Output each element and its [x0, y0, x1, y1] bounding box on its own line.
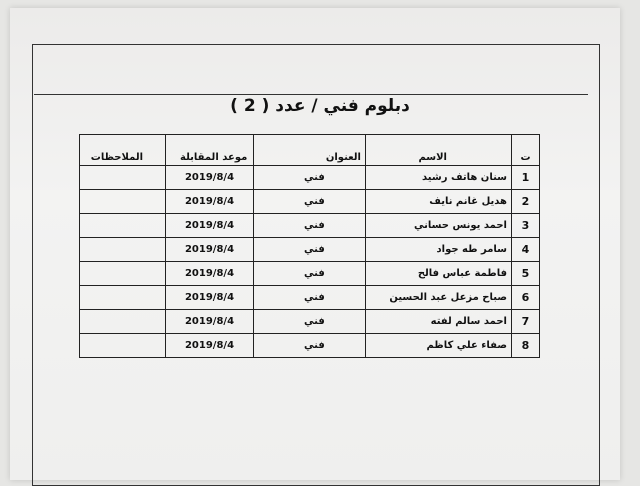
page-title: دبلوم فني / عدد ( 2 ): [230, 96, 410, 116]
header-address: العنوان: [254, 135, 366, 166]
row-notes: [80, 334, 166, 358]
row-name: احمد يونس حساني: [366, 214, 512, 238]
table-row: [80, 238, 540, 262]
table-row: [80, 166, 540, 190]
row-num: 7: [512, 310, 540, 334]
candidates-table: [79, 134, 540, 358]
row-address: فني: [254, 238, 366, 262]
table-row: [80, 286, 540, 310]
row-name: هديل غانم نايف: [366, 190, 512, 214]
row-num: 6: [512, 286, 540, 310]
header-rule: [34, 94, 588, 95]
row-date: 2019/8/4: [166, 214, 254, 238]
row-date: 2019/8/4: [166, 238, 254, 262]
row-name: سامر طه جواد: [366, 238, 512, 262]
row-num: 2: [512, 190, 540, 214]
row-num: 1: [512, 166, 540, 190]
row-name: فاطمة عباس فالح: [366, 262, 512, 286]
row-num: 8: [512, 334, 540, 358]
row-name: سنان هاتف رشيد: [366, 166, 512, 190]
header-num: ت: [512, 135, 540, 166]
row-notes: [80, 262, 166, 286]
header-name: الاسم: [366, 135, 512, 166]
table-header-row: [80, 135, 540, 166]
row-address: فني: [254, 190, 366, 214]
row-address: فني: [254, 262, 366, 286]
header-date: موعد المقابلة: [166, 135, 254, 166]
row-date: 2019/8/4: [166, 286, 254, 310]
row-date: 2019/8/4: [166, 334, 254, 358]
row-date: 2019/8/4: [166, 262, 254, 286]
row-num: 4: [512, 238, 540, 262]
row-notes: [80, 310, 166, 334]
row-notes: [80, 238, 166, 262]
row-notes: [80, 166, 166, 190]
table-row: [80, 190, 540, 214]
header-notes: الملاحظات: [80, 135, 166, 166]
row-notes: [80, 190, 166, 214]
row-address: فني: [254, 166, 366, 190]
row-address: فني: [254, 214, 366, 238]
row-address: فني: [254, 334, 366, 358]
row-num: 5: [512, 262, 540, 286]
row-address: فني: [254, 286, 366, 310]
row-name: احمد سالم لفته: [366, 310, 512, 334]
table-row: [80, 214, 540, 238]
row-date: 2019/8/4: [166, 166, 254, 190]
table-row: [80, 334, 540, 358]
row-address: فني: [254, 310, 366, 334]
row-date: 2019/8/4: [166, 190, 254, 214]
row-num: 3: [512, 214, 540, 238]
row-date: 2019/8/4: [166, 310, 254, 334]
table-row: [80, 262, 540, 286]
table-row: [80, 310, 540, 334]
row-notes: [80, 214, 166, 238]
row-name: صباح مزعل عبد الحسين: [366, 286, 512, 310]
row-notes: [80, 286, 166, 310]
row-name: صفاء علي كاظم: [366, 334, 512, 358]
